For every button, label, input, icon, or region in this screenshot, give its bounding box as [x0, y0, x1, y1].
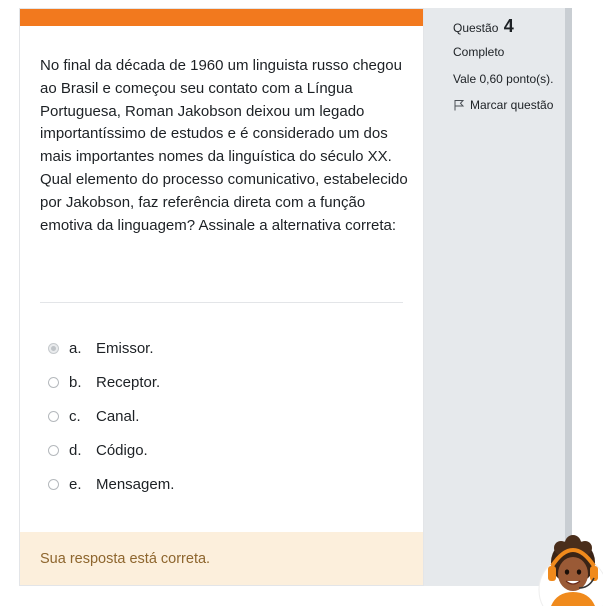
answer-option-e[interactable]	[48, 467, 174, 501]
flag-icon	[453, 99, 465, 111]
option-letter: d.	[69, 441, 82, 459]
answer-option-a[interactable]	[48, 331, 174, 365]
option-label[interactable]: Canal.	[96, 407, 140, 425]
divider	[40, 302, 403, 303]
option-letter: c.	[69, 407, 81, 425]
question-label: Questão	[453, 21, 499, 35]
answer-option-b[interactable]	[48, 365, 174, 399]
assistant-avatar[interactable]	[537, 530, 603, 606]
radio-icon[interactable]	[48, 411, 59, 422]
feedback-message: Sua resposta está correta.	[20, 532, 423, 585]
option-label[interactable]: Emissor.	[96, 339, 154, 357]
option-letter: e.	[69, 475, 82, 493]
question-number-value: 4	[503, 16, 514, 36]
question-header-bar	[20, 9, 423, 26]
answer-options	[48, 331, 174, 501]
answer-option-d[interactable]	[48, 433, 174, 467]
option-letter: a.	[69, 339, 82, 357]
option-label[interactable]: Receptor.	[96, 373, 161, 391]
option-label[interactable]: Código.	[96, 441, 148, 459]
radio-icon[interactable]	[48, 377, 59, 388]
flag-label[interactable]: Marcar questão	[470, 98, 554, 112]
question-state: Completo	[453, 45, 505, 59]
question-info-panel	[424, 8, 565, 586]
panel-edge	[565, 8, 572, 586]
question-text: No final da década de 1960 um linguista russo chegou ao Brasil e começou seu contato com a Língua Portuguesa, Roman Jakobson deixou um legado importantíssimo de estudos e é considerado um dos mais importantes nomes da linguística do século XX. Qual elemento do processo comunicativo, estabelecido por Jakobson, faz referência direta com a função emotiva da linguagem? Assinale a alternativa correta:	[40, 57, 408, 234]
radio-icon[interactable]	[48, 445, 59, 456]
question-grade: Vale 0,60 ponto(s).	[453, 72, 554, 86]
answer-option-c[interactable]	[48, 399, 174, 433]
option-label[interactable]: Mensagem.	[96, 475, 175, 493]
option-letter: b.	[69, 373, 82, 391]
flag-question-link[interactable]	[453, 98, 553, 112]
question-number	[453, 16, 514, 37]
question-card	[19, 8, 424, 586]
radio-icon[interactable]	[48, 479, 59, 490]
radio-icon[interactable]	[48, 343, 59, 354]
